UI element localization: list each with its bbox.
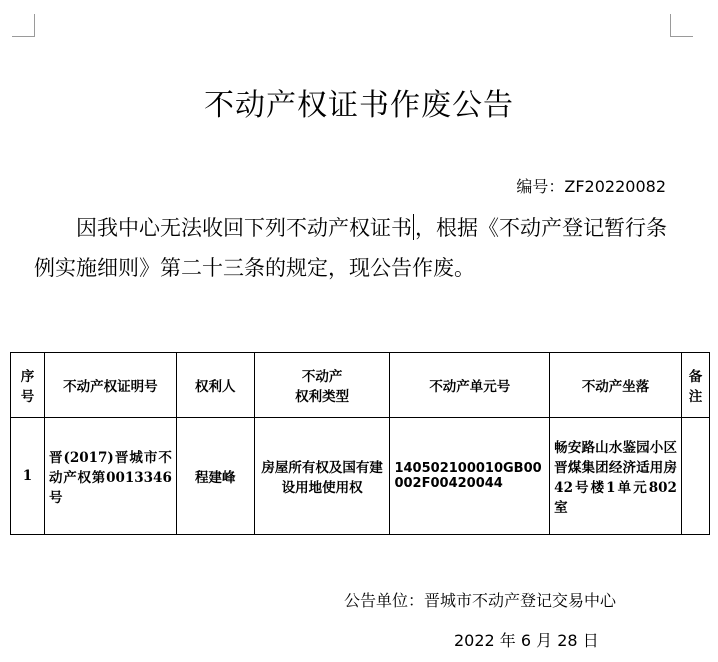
header-location: 不动产坐落 [550,353,682,418]
header-seq: 序号 [11,353,45,418]
cell-location: 畅安路山水鉴园小区晋煤集团经济适用房42号楼1单元802室 [550,418,682,535]
header-unit-no: 不动产单元号 [390,353,550,418]
cell-holder: 程建峰 [176,418,254,535]
cell-cert-no: 晋(2017)晋城市不动产权第0013346号 [44,418,176,535]
text-cursor [413,214,414,240]
header-cert-no: 不动产权证明号 [44,353,176,418]
header-right-type-line1: 不动产 [301,369,343,385]
header-right-type-line2: 权利类型 [295,389,350,405]
document-number: 编号：ZF20220082 [516,177,666,196]
crop-mark-top-left [12,14,35,37]
cell-unit-no: 140502100010GB00002F00420044 [390,418,550,535]
paragraph-text-part2: ，根据《不动产登记暂行条例实施细则》第二十三条的规定，现公告作废。 [34,216,667,280]
certificate-table [10,352,710,535]
announcement-paragraph[interactable] [34,208,680,288]
header-remark: 备注 [681,353,709,418]
crop-mark-top-right [670,14,693,37]
document-title: 不动产权证书作废公告 [204,88,514,123]
cell-right-type: 房屋所有权及国有建设用地使用权 [254,418,390,535]
header-right-type [254,353,390,418]
header-holder: 权利人 [176,353,254,418]
table-header-row [11,353,710,418]
table-row [11,418,710,535]
cell-seq: 1 [11,418,45,535]
paragraph-text-part1: 因我中心无法收回下列不动产权证书 [76,216,412,240]
cell-remark [681,418,709,535]
issue-date: 2022 年 6 月 28 日 [454,631,599,650]
issuing-unit: 公告单位：晋城市不动产登记交易中心 [344,591,617,610]
